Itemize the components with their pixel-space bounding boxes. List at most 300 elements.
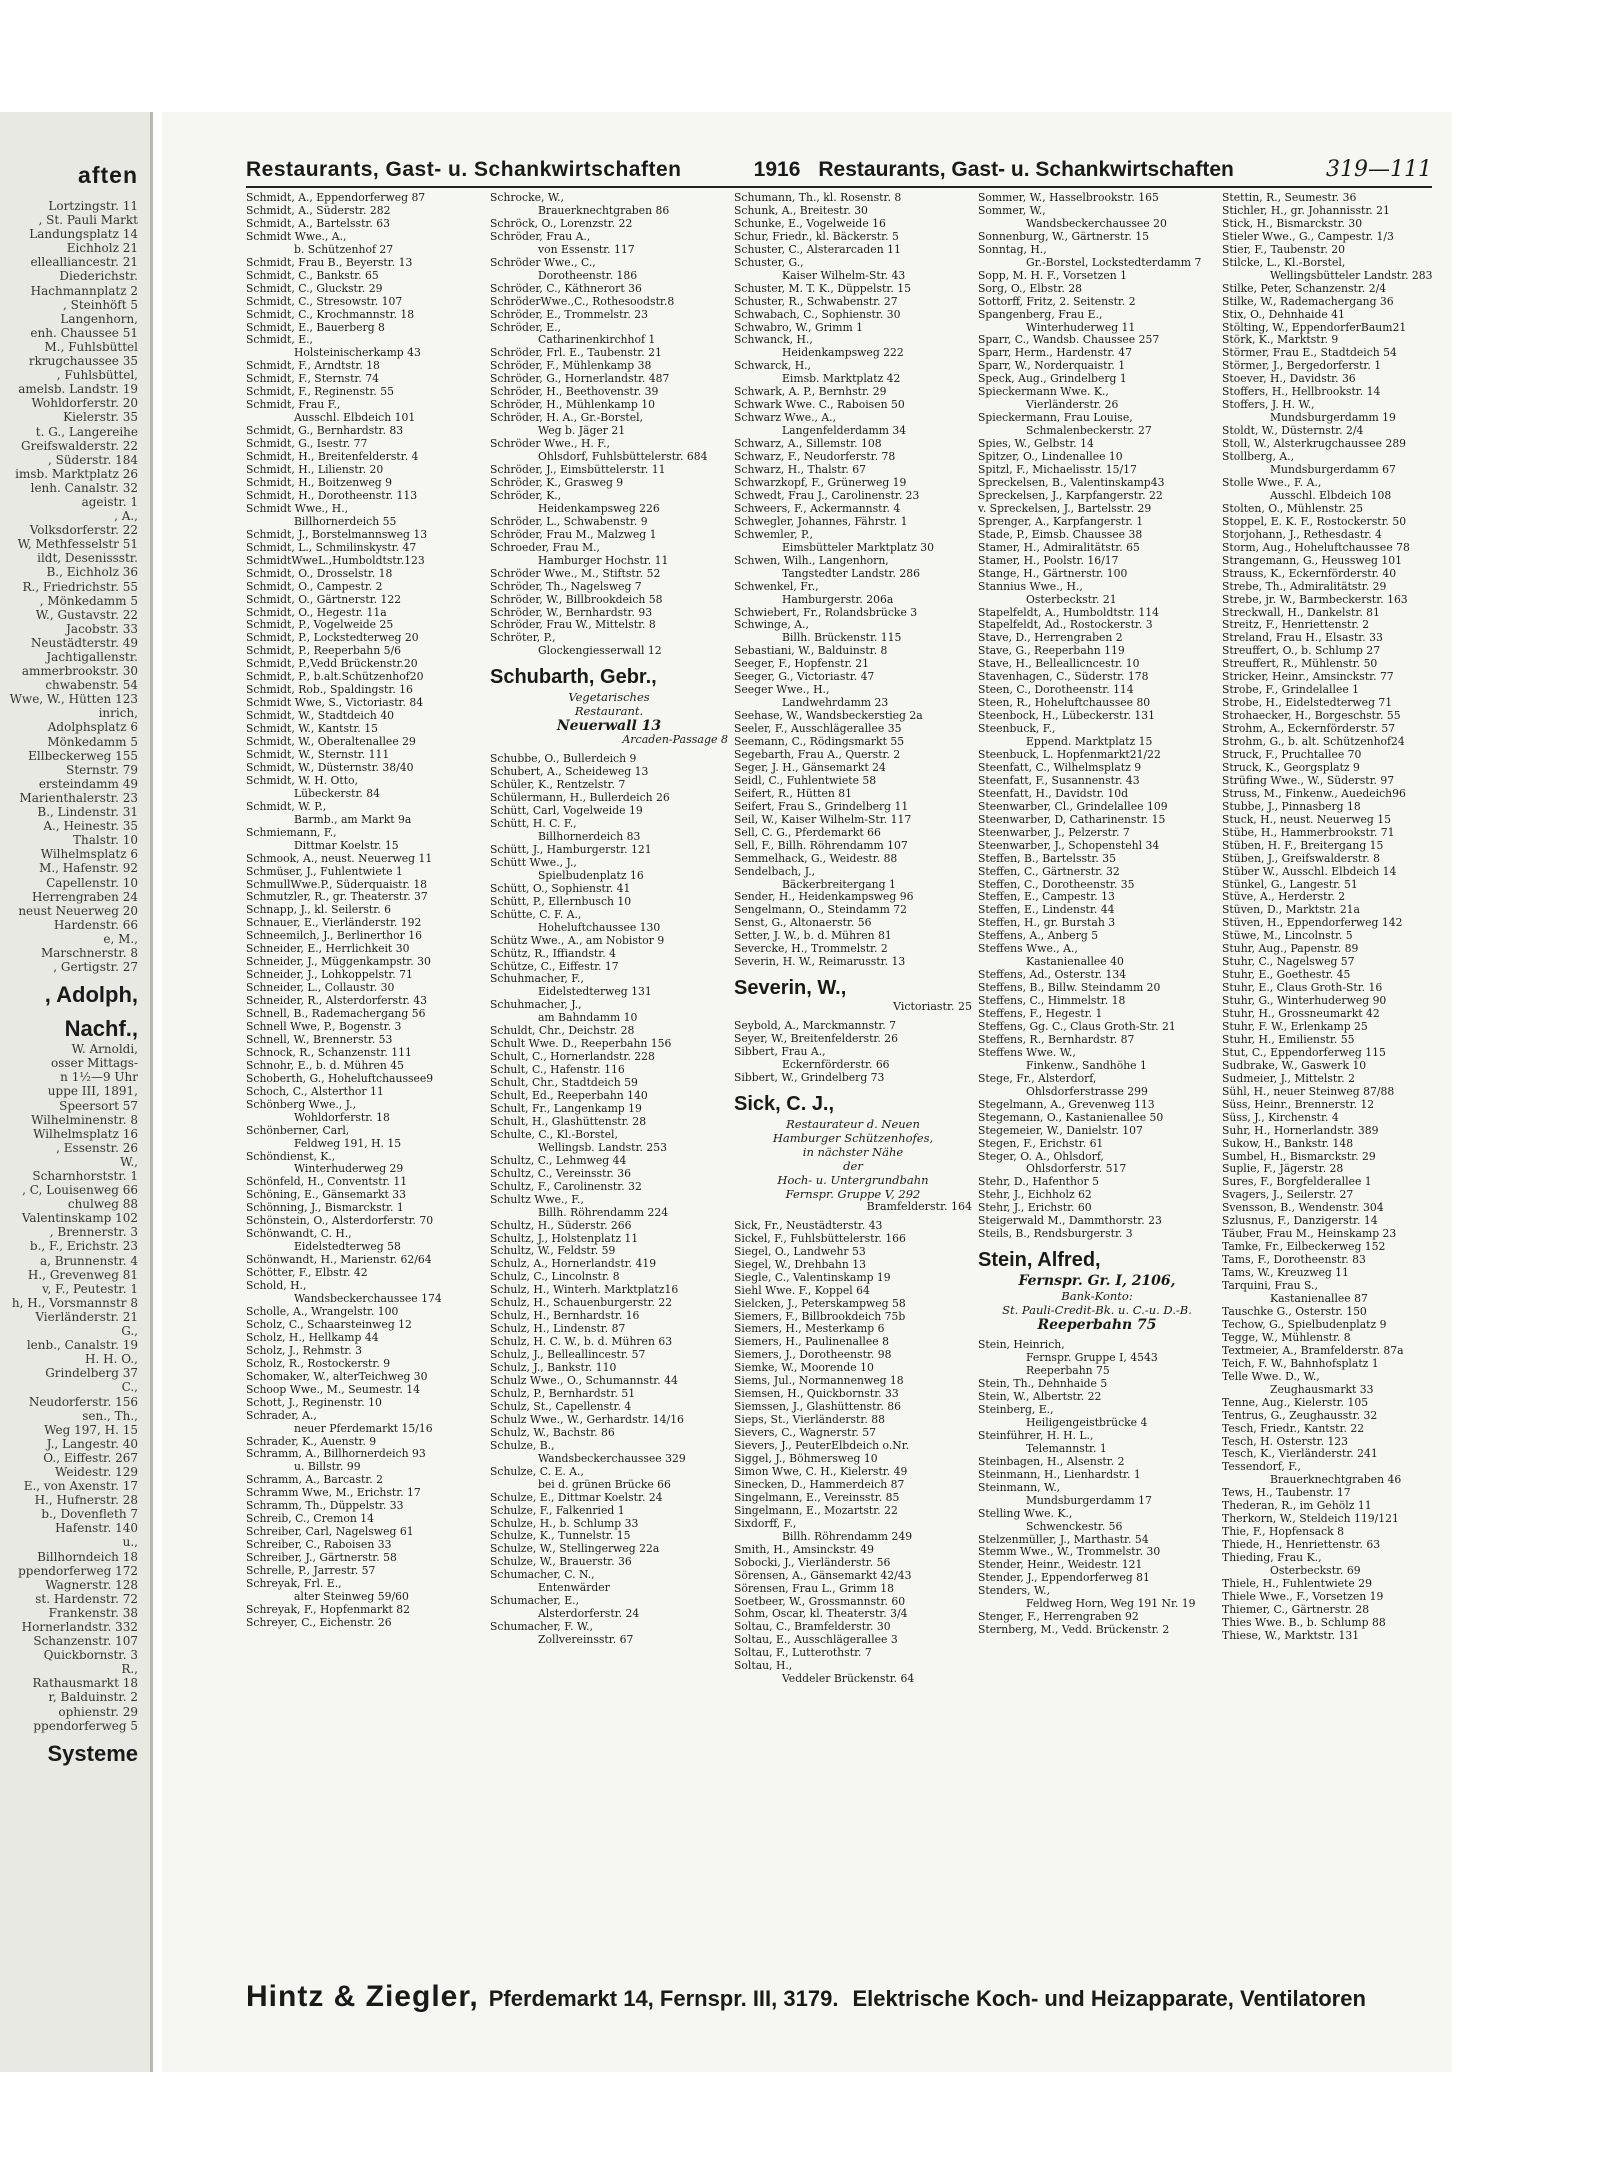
directory-entry: Schwinge, A., — [734, 619, 809, 632]
directory-entry: Schönwandt, H., Marienstr. 62/64 — [246, 1254, 432, 1267]
directory-entry: Fernspr. Gruppe I, 4543 — [1026, 1352, 1158, 1365]
directory-entry: Thiele Wwe., F., Vorsetzen 19 — [1222, 1590, 1384, 1603]
directory-entry: B., Eichholz 36 — [46, 565, 138, 580]
directory-entry: Sukow, H., Bankstr. 148 — [1222, 1137, 1354, 1150]
directory-entry: Schwiebert, Fr., Rolandsbrücke 3 — [734, 606, 918, 619]
directory-entry: Schult, H., Glashüttenstr. 28 — [490, 1115, 647, 1128]
directory-entry: Schwenckestr. 56 — [1026, 1520, 1123, 1533]
directory-entry: Stamer, H., Admiralitätstr. 65 — [978, 541, 1140, 554]
directory-entry: Stier, F., Taubenstr. 20 — [1222, 243, 1345, 256]
directory-entry: Sörensen, Frau L., Grimm 18 — [734, 1582, 894, 1595]
directory-entry: Wellingsbütteler Landstr. 283 — [1270, 269, 1433, 282]
directory-entry: Schultz, C., Lehmweg 44 — [490, 1154, 627, 1167]
directory-entry: Stender, Heinr., Weidestr. 121 — [978, 1559, 1143, 1572]
directory-entry: Schreiber, Carl, Nagelsweg 61 — [246, 1526, 414, 1539]
ad-sick-line-6: Fernspr. Gruppe V, 292 — [785, 1186, 921, 1201]
directory-entry: Ellbeckerweg 155 — [28, 748, 138, 763]
previous-page-edge — [0, 112, 153, 2072]
directory-entry: Steffens, R., Bernhardstr. 87 — [978, 1033, 1135, 1046]
directory-entry: Stüben, J., Greifswalderstr. 8 — [1222, 852, 1380, 865]
directory-entry: Thiede, H., Henriettenstr. 63 — [1222, 1539, 1381, 1552]
directory-entry: , Essenstr. 26 — [56, 1140, 138, 1155]
directory-entry: Schröder, Frl. E., Taubenstr. 21 — [490, 347, 662, 360]
directory-entry: Schwarz, H., Thalstr. 67 — [734, 464, 867, 477]
directory-entry: Capellenstr. 10 — [46, 875, 138, 890]
directory-entry: Schrader, K., Auenstr. 9 — [246, 1435, 377, 1448]
directory-entry: Stuhr, F. W., Erlenkamp 25 — [1222, 1021, 1368, 1033]
directory-entry: Schröder, Frau A., — [490, 230, 591, 243]
directory-entry: Sottorff, Fritz, 2. Seitenstr. 2 — [978, 295, 1136, 308]
directory-entry: Herrengraben 24 — [31, 889, 138, 904]
directory-entry: Schneemilch, J., Berlinerthor 16 — [246, 930, 422, 943]
directory-entry: Stüben, H. F., Breitergang 15 — [1222, 839, 1384, 852]
ad-schubarth-name: Schubarth, Gebr., — [490, 666, 657, 689]
directory-entry: Seeler, F., Ausschlägerallee 35 — [734, 723, 902, 736]
directory-entry: Schröck, O., Lorenzstr. 22 — [490, 217, 633, 230]
ad-severin-address: Victoriastr. 25 — [893, 1000, 972, 1014]
directory-entry: Thiese, W., Marktstr. 131 — [1222, 1629, 1360, 1642]
directory-entry: Schneider, J., Müggenkampstr. 30 — [246, 956, 431, 969]
directory-entry: Stegelmann, A., Grevenweg 113 — [978, 1098, 1155, 1111]
ad-sick-line-4: der — [843, 1158, 863, 1173]
directory-entry: Tauschke G., Osterstr. 150 — [1222, 1305, 1367, 1318]
directory-entry: Steffens, B., Billw. Steindamm 20 — [978, 982, 1161, 995]
directory-entry: Severcke, H., Trommelstr. 2 — [734, 943, 888, 956]
directory-entry: Schmidt, W., Sternstr. 111 — [246, 748, 390, 761]
directory-entry: Scholz, C., Schaarsteinweg 12 — [246, 1318, 412, 1331]
directory-entry: Sures, F., Borgfelderallee 1 — [1222, 1176, 1372, 1189]
directory-entry: Schubert, A., Scheideweg 13 — [490, 766, 649, 779]
directory-entry: Thie, F., Hopfensack 8 — [1222, 1526, 1345, 1539]
directory-entry: Hardenstr. 66 — [53, 917, 138, 932]
directory-entry: Sommer, W., Hasselbrookstr. 165 — [978, 192, 1159, 204]
previous-page-ad-name: , Adolph, — [44, 982, 138, 1008]
directory-entry: Steffens, F., Hegestr. 1 — [978, 1008, 1103, 1021]
directory-entry: Schultz, W., Feldstr. 59 — [490, 1245, 616, 1258]
directory-entry: rkrugchaussee 35 — [28, 354, 138, 369]
directory-entry: Schröder, Frau W., Mittelstr. 8 — [490, 619, 656, 632]
directory-entry: Landwehrdamm 23 — [782, 697, 889, 710]
directory-entry: Schmidt, Frau F., — [246, 399, 341, 412]
directory-entry: enh. Chaussee 51 — [30, 325, 138, 340]
directory-entry: neust Neuerweg 20 — [18, 903, 138, 918]
directory-entry: Schröder Wwe., M., Stiftstr. 52 — [490, 567, 661, 580]
directory-entry: Sommer, W., — [978, 204, 1046, 217]
directory-entry: Spreckelsen, B., Valentinskamp43 — [978, 476, 1165, 489]
directory-entry: Spitzer, O., Lindenallee 10 — [978, 451, 1123, 464]
directory-entry: Rathausmarkt 18 — [32, 1676, 138, 1691]
directory-entry: Wilhelminenstr. 8 — [31, 1112, 138, 1127]
directory-entry: E., von Axenstr. 17 — [23, 1479, 138, 1494]
directory-entry: Steenfatt, C., Wilhelmsplatz 9 — [978, 761, 1142, 774]
directory-entry: Schuldt, Chr., Deichstr. 28 — [490, 1025, 635, 1038]
directory-entry: Eichholz 21 — [66, 241, 138, 256]
directory-entry: Sell, F., Billh. Röhrendamm 107 — [734, 839, 908, 852]
directory-entry: ellealliancestr. 21 — [30, 255, 138, 270]
directory-entry: Streckwall, H., Dankelstr. 81 — [1222, 606, 1380, 619]
directory-entry: Schoop Wwe., M., Seumestr. 14 — [246, 1383, 420, 1396]
directory-entry: Wilhelmsplatz 6 — [40, 847, 138, 862]
directory-entry: Lortzingstr. 11 — [48, 199, 138, 213]
directory-entry: Schultz, H., Süderstr. 266 — [490, 1219, 632, 1232]
directory-entry: Schmidt, P., Reeperbahn 5/6 — [246, 645, 402, 658]
directory-entry: v. Spreckelsen, J., Bartelsstr. 29 — [978, 502, 1152, 515]
directory-entry: Telemannstr. 1 — [1026, 1442, 1107, 1455]
directory-entry: Vierländerstr. 21 — [35, 1309, 138, 1324]
directory-entry: chwabenstr. 54 — [45, 678, 138, 693]
directory-entry: Landungsplatz 14 — [29, 227, 138, 242]
directory-entry: Schmidt, P., Vogelweide 25 — [246, 619, 394, 632]
directory-entry: Reeperbahn 75 — [1026, 1365, 1110, 1378]
directory-entry: Steffen, H., gr. Burstah 3 — [978, 917, 1116, 930]
directory-entry: Stamer, H., Poolstr. 16/17 — [978, 554, 1119, 567]
directory-entry: Siemsen, H., Quickbornstr. 33 — [734, 1388, 899, 1401]
ad-stein-phone: Fernspr. Gr. I, 2106, — [1018, 1273, 1176, 1290]
directory-entry: Soltau, F., Lutterothstr. 7 — [734, 1647, 872, 1660]
directory-entry: Greifswalderstr. 22 — [21, 438, 138, 453]
directory-entry: Hamburger Hochstr. 11 — [538, 554, 669, 567]
directory-entry: Schoberth, G., Hoheluftchaussee9 — [246, 1072, 434, 1085]
ad-stein-bank-label: Bank-Konto: — [1061, 1289, 1133, 1304]
directory-entry: uppe III, 1891, — [47, 1084, 138, 1099]
directory-entry: , Fuhlsbüttel, — [56, 368, 138, 383]
directory-entry: Siemssen, J., Glashüttenstr. 86 — [734, 1401, 901, 1414]
directory-entry: t. G., Langereihe — [35, 424, 138, 439]
directory-entry: Siems, Jul., Normannenweg 18 — [734, 1375, 904, 1388]
directory-entry: Schröder, Frau M., Malzweg 1 — [490, 528, 657, 541]
directory-entry: , Süderstr. 184 — [47, 452, 138, 467]
directory-entry: Storm, Aug., Hoheluftchaussee 78 — [1222, 541, 1410, 554]
directory-entry: Schütt, O., Sophienstr. 41 — [490, 882, 631, 895]
directory-entry: Schönwandt, C. H., — [246, 1228, 352, 1241]
directory-entry: Schwarzkopf, F., Grünerweg 19 — [734, 476, 907, 489]
directory-entry: W., — [120, 1154, 138, 1169]
directory-entry: Eidelstedterweg 131 — [538, 986, 652, 999]
directory-entry: Hoheluftchaussee 130 — [538, 921, 661, 934]
directory-entry: Schmidt, O., Hegestr. 11a — [246, 606, 387, 619]
directory-entry: Teich, F. W., Bahnhofsplatz 1 — [1222, 1357, 1379, 1370]
directory-entry: H., Hufnerstr. 28 — [34, 1493, 138, 1508]
directory-entry: Schoch, C., Alsterthor 11 — [246, 1085, 384, 1098]
directory-entry: Smith, H., Amsinckstr. 49 — [734, 1543, 874, 1556]
directory-entry: ersteindamm 49 — [38, 776, 138, 791]
ad-stein-bank: St. Pauli-Credit-Bk. u. C.-u. D.-B. — [1002, 1303, 1192, 1318]
directory-entry: Stoldt, W., Düsternstr. 2/4 — [1222, 425, 1364, 438]
directory-entry: Eppend. Marktplatz 15 — [1026, 736, 1153, 749]
directory-entry: Schult, C., Hornerlandstr. 228 — [490, 1051, 655, 1064]
directory-entry: Stoffers, H., Hellbrookstr. 14 — [1222, 386, 1381, 399]
directory-entry: Schwarck, H., — [734, 360, 811, 373]
directory-entry: Tentrus, G., Zeughausstr. 32 — [1222, 1409, 1378, 1422]
directory-entry: Schröder, F., Mühlenkamp 38 — [490, 360, 652, 373]
directory-entry: Strobe, F., Grindelallee 1 — [1222, 684, 1360, 697]
directory-entry: Schröder Wwe., C., — [490, 256, 596, 269]
directory-entry: Schmidt, O., Drosselstr. 18 — [246, 567, 393, 580]
directory-entry: Stenders, W., — [978, 1585, 1051, 1598]
header-right-title: Restaurants, Gast- u. Schankwirtschaften — [818, 158, 1234, 181]
directory-entry: Weg b. Jäger 21 — [538, 425, 626, 438]
directory-entry: Suplie, F., Jägerstr. 28 — [1222, 1163, 1344, 1176]
directory-entry: Schröder, L., Schwabenstr. 9 — [490, 515, 648, 528]
directory-entry: Schroeder, Frau M., — [490, 541, 600, 554]
directory-entry: Holsteinischerkamp 43 — [294, 347, 421, 360]
directory-entry: Stölting, W., EppendorferBaum21 — [1222, 321, 1407, 334]
directory-entry: Schmidt, A., Bartelsstr. 63 — [246, 217, 391, 230]
directory-entry: Schwenkel, Fr., — [734, 580, 819, 593]
directory-entry: Vierländerstr. 26 — [1026, 399, 1119, 412]
directory-entry: Schuster, R., Schwabenstr. 27 — [734, 295, 898, 308]
directory-entry: Schröder, J., Eimsbüttelerstr. 11 — [490, 464, 666, 477]
directory-entry: Steigerwald M., Dammthorstr. 23 — [978, 1215, 1162, 1228]
directory-entry: Süss, J., Kirchenstr. 4 — [1222, 1111, 1339, 1124]
directory-entry: Schröter, P., — [490, 632, 556, 645]
directory-entry: Schulz, C., Lincolnstr. 8 — [490, 1271, 620, 1284]
directory-page — [162, 112, 1452, 2072]
directory-entry: b., Dovenfleth 7 — [41, 1507, 138, 1522]
directory-entry: Steffens Wwe. W., — [978, 1046, 1076, 1059]
directory-entry: Wilhelmsplatz 16 — [33, 1126, 138, 1141]
directory-entry: Finkenw., Sandhöhe 1 — [1026, 1059, 1147, 1072]
directory-entry: Schmidt, E., Bauerberg 8 — [246, 321, 385, 334]
directory-entry: Schulz, H. C. W., b. d. Mühren 63 — [490, 1336, 673, 1349]
directory-entry: Brauerknechtgraben 46 — [1270, 1474, 1402, 1487]
ad-stein-address: Reeperbahn 75 — [1037, 1317, 1157, 1334]
directory-entry: Schreyak, Frl. E., — [246, 1577, 342, 1590]
directory-entry: amelsb. Landstr. 19 — [18, 382, 138, 397]
directory-entry: Sibbert, W., Grindelberg 73 — [734, 1071, 885, 1084]
directory-entry: Schmidt, H., Boitzenweg 9 — [246, 476, 393, 489]
directory-entry: Schulze, K., Tunnelstr. 15 — [490, 1530, 631, 1543]
directory-entry: Schnock, R., Schanzenstr. 111 — [246, 1046, 412, 1059]
directory-entry: Segebarth, Frau A., Querstr. 2 — [734, 748, 901, 761]
directory-entry: Osterbeckstr. 69 — [1270, 1565, 1361, 1578]
directory-entry: Siemers, F., Billbrookdeich 75b — [734, 1310, 906, 1323]
directory-entry: Sievers, J., PeuterElbdeich o.Nr. — [734, 1440, 910, 1453]
directory-entry: Billhorndeich 18 — [37, 1549, 138, 1564]
directory-entry: Billhornerdeich 83 — [538, 830, 641, 843]
directory-entry: Schmidt, W., Düsternstr. 38/40 — [246, 761, 414, 774]
directory-entry: Steen, R., Hoheluftchaussee 80 — [978, 697, 1151, 710]
directory-entry: Schunke, E., Vogelweide 16 — [734, 217, 886, 230]
directory-entry: Schrocke, W., — [490, 192, 564, 204]
directory-entry: Steinmann, H., Lienhardstr. 1 — [978, 1468, 1141, 1481]
directory-entry: Schmiemann, F., — [246, 826, 337, 839]
ad-sick-line-1: Restaurateur d. Neuen — [786, 1116, 920, 1131]
directory-entry: Steger, O. A., Ohlsdorf, — [978, 1150, 1104, 1163]
directory-entry: Severin, H. W., Reimarusstr. 13 — [734, 956, 906, 969]
directory-entry: Schulte, C., Kl.-Borstel, — [490, 1128, 618, 1141]
directory-entry: Schmook, A., neust. Neuerweg 11 — [246, 852, 433, 865]
directory-entry: Stüber W., Ausschl. Elbdeich 14 — [1222, 865, 1397, 878]
directory-entry: Diederichstr. — [59, 269, 138, 284]
directory-entry: Stuhr, G., Winterhuderweg 90 — [1222, 995, 1387, 1008]
directory-entry: Schönberg Wwe., J., — [246, 1098, 357, 1111]
directory-entry: von Essenstr. 117 — [538, 243, 635, 256]
directory-entry: Soltau, C., Bramfelderstr. 30 — [734, 1621, 891, 1634]
directory-entry: Schmidt, C., Stresowstr. 107 — [246, 295, 403, 308]
directory-entry: Stubbe, J., Pinnasberg 18 — [1222, 800, 1361, 813]
directory-entry: Siggel, J., Böhmersweg 10 — [734, 1453, 878, 1466]
ad-sick-line-3: in nächster Nähe — [802, 1144, 904, 1159]
directory-entry: Soetbeer, W., Grossmannstr. 60 — [734, 1595, 906, 1608]
directory-entry: Tews, H., Taubenstr. 17 — [1222, 1487, 1351, 1500]
directory-entry: Steenbuck, F., — [978, 723, 1056, 736]
directory-entry: Schönning, J., Bismarckstr. 1 — [246, 1202, 404, 1215]
directory-entry: Setter, J. W., b. d. Mühren 81 — [734, 930, 892, 943]
directory-entry: Schulz, J., Bankstr. 110 — [490, 1362, 617, 1375]
directory-entry: Stuhr, E., Goethestr. 45 — [1222, 969, 1351, 982]
directory-entry: Tessendorf, F., — [1222, 1461, 1301, 1474]
directory-entry: Sudbrake, W., Gaswerk 10 — [1222, 1059, 1367, 1072]
directory-entry: Steffen, B., Bartelsstr. 35 — [978, 852, 1116, 865]
directory-entry: Heiligengeistbrücke 4 — [1026, 1416, 1148, 1429]
directory-entry: Dorotheenstr. 186 — [538, 269, 638, 282]
directory-entry: Mönkedamm 5 — [47, 734, 138, 749]
directory-entry: Störmer, Frau E., Stadtdeich 54 — [1222, 347, 1397, 360]
directory-entry: Stoll, W., Alsterkrugchaussee 289 — [1222, 438, 1407, 451]
directory-entry: Stüven, D., Marktstr. 21a — [1222, 904, 1360, 917]
ad-severin-name: Severin, W., — [734, 977, 847, 1000]
directory-entry: Billh. Brückenstr. 115 — [782, 632, 902, 645]
directory-entry: Schmidt, A., Eppendorferweg 87 — [246, 192, 426, 204]
directory-entry: e, M., — [103, 931, 138, 946]
directory-entry: Sick, Fr., Neustädterstr. 43 — [734, 1219, 883, 1232]
directory-entry: Tamke, Fr., Eilbeckerweg 152 — [1222, 1241, 1386, 1254]
directory-entry: Streuffert, O., b. Schlump 27 — [1222, 645, 1381, 658]
directory-entry: Hornerlandstr. 332 — [21, 1620, 138, 1634]
directory-entry: Seeger, G., Victoriastr. 47 — [734, 671, 875, 684]
directory-entry: Langenfelderdamm 34 — [782, 425, 907, 438]
directory-entry: Schreiber, J., Gärtnerstr. 58 — [246, 1552, 397, 1565]
directory-entry: Thalstr. 10 — [72, 833, 138, 848]
directory-entry: , Mönkedamm 5 — [39, 593, 138, 608]
directory-entry: Stave, G., Reeperbahn 119 — [978, 645, 1125, 658]
directory-entry: Schmidt, C., Bankstr. 65 — [246, 269, 379, 282]
directory-entry: Schmidt, W., Stadtdeich 40 — [246, 710, 395, 723]
directory-entry: Steenbock, H., Lübeckerstr. 131 — [978, 710, 1155, 723]
directory-entry: Schütt Wwe., J., — [490, 856, 577, 869]
directory-entry: Siegel, W., Drehbahn 13 — [734, 1258, 866, 1271]
directory-entry: Wellingsb. Landstr. 253 — [538, 1141, 667, 1154]
directory-entry: Schütz Wwe., A., am Nobistor 9 — [490, 934, 665, 947]
directory-entry: Schütz, R., Iffiandstr. 4 — [490, 947, 616, 960]
directory-entry: Sorg, O., Elbstr. 28 — [978, 282, 1083, 295]
directory-entry: M., Hafenstr. 92 — [39, 861, 138, 876]
directory-entry: inrich, — [98, 706, 138, 721]
directory-entry: Schulz, P., Bernhardstr. 51 — [490, 1387, 636, 1400]
directory-entry: Thies Wwe. B., b. Schlump 88 — [1222, 1616, 1386, 1629]
directory-entry: Schwedt, Frau J., Carolinenstr. 23 — [734, 489, 920, 502]
directory-entry: Schulze, C. E. A., — [490, 1465, 584, 1478]
directory-entry: Grindelberg 37 — [45, 1366, 138, 1381]
directory-entry: Stübe, H., Hammerbrookstr. 71 — [1222, 826, 1395, 839]
ad-schubarth-line-1: Vegetarisches — [568, 690, 650, 705]
directory-entry: osser Mittags- — [50, 1056, 138, 1071]
directory-entry: Sörensen, A., Gänsemarkt 42/43 — [734, 1569, 912, 1582]
directory-entry: alter Steinweg 59/60 — [294, 1590, 409, 1603]
directory-entry: Eimsbütteler Marktplatz 30 — [782, 541, 935, 554]
directory-entry: Stieler Wwe., G., Campestr. 1/3 — [1222, 230, 1394, 243]
directory-entry: Schold, H., — [246, 1280, 307, 1293]
directory-entry: Textmeier, A., Bramfelderstr. 87a — [1222, 1344, 1404, 1357]
directory-entry: Sender, H., Heidenkampsweg 96 — [734, 891, 914, 904]
directory-entry: R., Friedrichstr. 55 — [22, 579, 138, 594]
directory-entry: A., Heinestr. 35 — [43, 819, 138, 834]
directory-entry: Seifert, Frau S., Grindelberg 11 — [734, 800, 909, 813]
directory-entry: Schmidt, A., Süderstr. 282 — [246, 204, 391, 217]
directory-entry: Scholz, J., Rehmstr. 3 — [246, 1344, 362, 1357]
ad-stein — [978, 1247, 1216, 1333]
directory-entry: Schröder, E., Trommelstr. 23 — [490, 308, 649, 321]
directory-entry: M., Fuhlsbüttel — [44, 339, 138, 354]
directory-entry: Sohm, Oscar, kl. Theaterstr. 3/4 — [734, 1608, 908, 1621]
ad-stein-name: Stein, Alfred, — [978, 1249, 1101, 1272]
directory-entry: Seybold, A., Marckmannstr. 7 — [734, 1020, 897, 1033]
directory-entry: ageistr. 1 — [81, 494, 138, 509]
directory-entry: Schmidt, W. P., — [246, 800, 327, 813]
directory-entry: Schwanck, H., — [734, 334, 813, 347]
directory-entry: Steenwarber, J., Schopenstehl 34 — [978, 839, 1160, 852]
directory-entry: Siemers, J., Dorotheenstr. 98 — [734, 1349, 892, 1362]
directory-entry: Sparr, W., Norderquaistr. 1 — [978, 360, 1126, 373]
directory-entry: Schweers, F., Ackermannstr. 4 — [734, 502, 901, 515]
directory-entry: Stave, H., Belleallicncestr. 10 — [978, 658, 1140, 671]
directory-entry: Schwark Wwe. C., Raboisen 50 — [734, 399, 905, 412]
directory-entry: Eckernförderstr. 66 — [782, 1059, 890, 1071]
directory-entry: H., Grevenweg 81 — [27, 1267, 138, 1282]
directory-entry: Valentinskamp 102 — [21, 1211, 138, 1226]
directory-entry: ildt, Desenissstr. — [37, 551, 138, 566]
directory-entry: Stilcke, L., Kl.-Borstel, — [1222, 256, 1346, 269]
directory-entry: Strohm, A., Eckernförderstr. 57 — [1222, 723, 1396, 736]
directory-entry: Steenwarber, J., Pelzerstr. 7 — [978, 826, 1130, 839]
directory-entry: Siegel, O., Landwehr 53 — [734, 1245, 866, 1258]
directory-entry: Siegle, C., Valentinskamp 19 — [734, 1271, 891, 1284]
directory-entry: Senst, G., Altonaerstr. 56 — [734, 917, 872, 930]
directory-entry: Stick, H., Bismarckstr. 30 — [1222, 217, 1363, 230]
footer-address: Pferdemarkt 14, Fernspr. III, 3179. — [488, 1986, 839, 2011]
directory-entry: Siemke, W., Moorende 10 — [734, 1362, 874, 1375]
directory-entry: Schwarz, A., Sillemstr. 108 — [734, 438, 882, 451]
directory-entry: Schnell, B., Rademachergang 56 — [246, 1008, 426, 1021]
directory-entry: Wandsbeckerchaussee 329 — [538, 1452, 686, 1465]
directory-entry: Sickel, F., Fuhlsbüttelerstr. 166 — [734, 1232, 906, 1245]
directory-entry: Stapelfeldt, Ad., Rostockerstr. 3 — [978, 619, 1153, 632]
directory-entry: Schmidt, C., Krochmannstr. 18 — [246, 308, 415, 321]
column-1 — [246, 192, 484, 1630]
directory-entry: Streuffert, R., Mühlenstr. 50 — [1222, 658, 1378, 671]
directory-entry: Volksdorferstr. 22 — [29, 523, 138, 538]
directory-entry: h, H., Vorsmannstr 8 — [11, 1295, 138, 1310]
directory-entry: Sudmeier, J., Mittelstr. 2 — [1222, 1072, 1355, 1085]
ad-sick-line-5: Hoch- u. Untergrundbahn — [777, 1172, 929, 1187]
directory-entry: Steffen, E., Campestr. 13 — [978, 891, 1115, 904]
directory-entry: Schütt, P., Ellernbusch 10 — [490, 895, 632, 908]
ad-severin — [734, 975, 972, 1014]
directory-entry: Schmidt, G., Isestr. 77 — [246, 438, 368, 451]
directory-entry: Ausschl. Elbdeich 101 — [294, 412, 416, 425]
directory-entry: st. Hardenstr. 72 — [35, 1591, 138, 1606]
directory-entry: Stein, Th., Dehnhaide 5 — [978, 1378, 1108, 1391]
directory-entry: Schneider, E., Herrlichkeit 30 — [246, 943, 410, 956]
directory-entry: Schult Wwe. D., Reeperbahn 156 — [490, 1038, 672, 1051]
directory-entry: Schütt, Carl, Vogelweide 19 — [490, 805, 643, 818]
directory-entry: Hamburgerstr. 206a — [782, 593, 894, 606]
directory-entry: Siemers, H., Paulinenallee 8 — [734, 1336, 889, 1349]
directory-entry: Schulz, H., Bernhardstr. 16 — [490, 1310, 640, 1323]
ad-sick-line-2: Hamburger Schützenhofes, — [772, 1130, 934, 1145]
column-2 — [490, 192, 728, 1647]
